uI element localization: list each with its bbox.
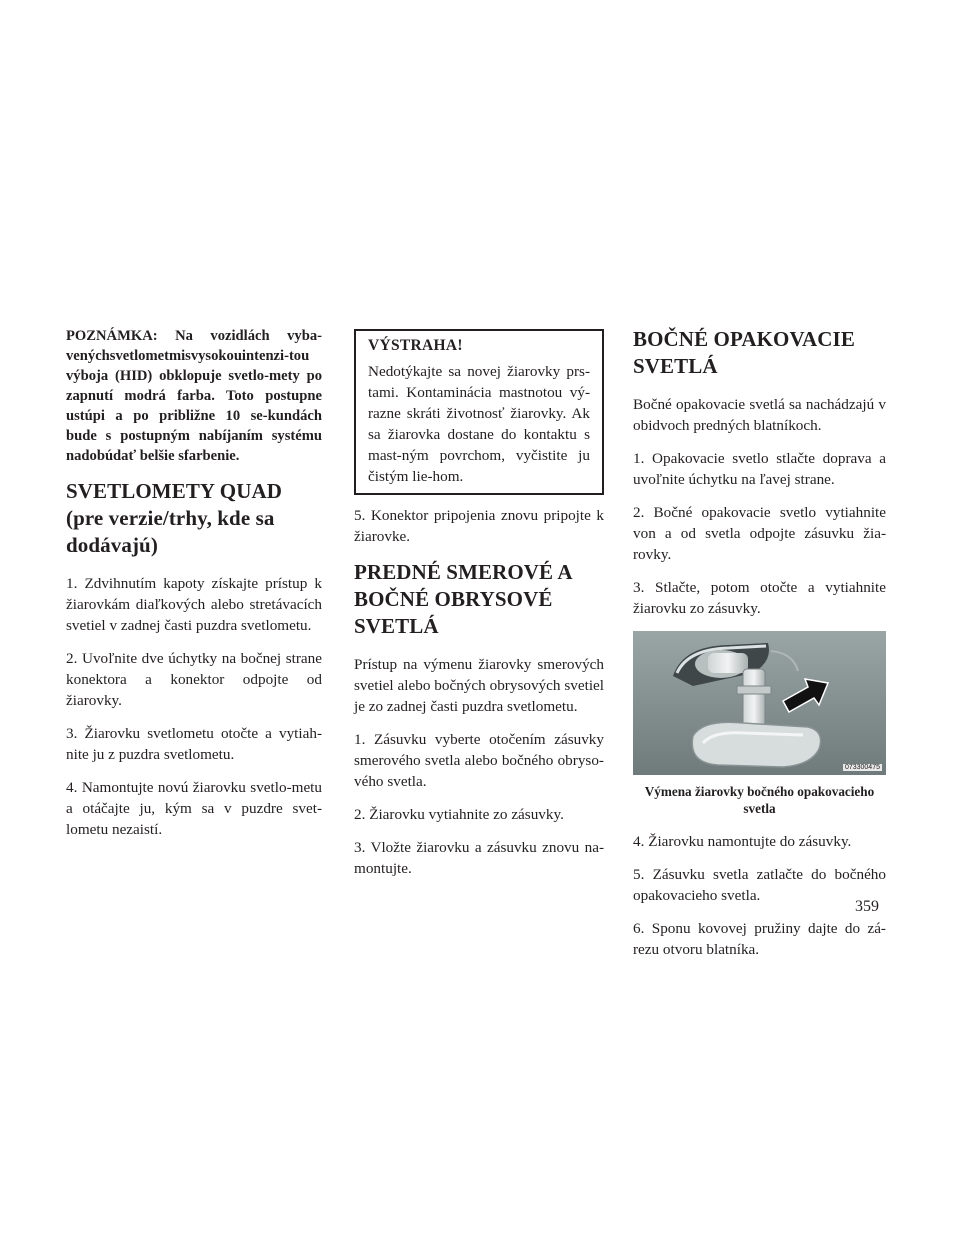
warning-box <box>354 329 604 495</box>
right-column <box>633 326 886 972</box>
repeater-step-4: 4. Žiarovku namontujte do zásuvky. <box>633 833 852 850</box>
side-repeater-heading: BOČNÉ OPAKOVACIE SVETLÁ <box>633 327 855 378</box>
repeater-step-3: 3. Stlačte, potom otočte a vytiahnite žiarovku zo zásuvky. <box>633 579 886 617</box>
page-number: 359 <box>855 898 879 915</box>
quad-step-2: 2. Uvoľnite dve úchytky na bočnej strane konektora a konektor odpojte od žiarovky. <box>66 650 322 709</box>
left-column <box>66 326 322 852</box>
side-repeater-intro: Bočné opakovacie svetlá sa nachádzajú v obidvoch predných blatníkoch. <box>633 396 886 434</box>
warning-text: Nedotýkajte sa novej žiarovky prs-tami. Kontaminácia mastnotou vý-razne skráti životnosť žiarovky. Ak sa žiarovka dostane do kontaktu s mast-ným povrchom, vyčistite ju čistým lie-hom. <box>368 363 590 485</box>
turn-signal-step-3: 3. Vložte žiarovku a zásuvku znovu na-montujte. <box>354 839 604 877</box>
bulb-replacement-figure <box>633 631 886 775</box>
turn-signal-intro: Prístup na výmenu žiarovky smerových svetiel alebo bočných obrysových svetiel je zo zadnej časti puzdra svetlometu. <box>354 656 604 715</box>
repeater-step-5: 5. Zásuvku svetla zatlačte do bočného opakovacieho svetla. <box>633 866 886 904</box>
quad-step-3: 3. Žiarovku svetlometu otočte a vytiah-nite ju z puzdra svetlometu. <box>66 725 322 763</box>
quad-step-4: 4. Namontujte novú žiarovku svetlo-metu a otáčajte ju, kým sa v puzdre svet-lometu nezaistí. <box>66 779 322 838</box>
repeater-step-2: 2. Bočné opakovacie svetlo vytiahnite von a od svetla odpojte zásuvku žia-rovky. <box>633 504 886 563</box>
figure-code: 073300475 <box>844 764 880 771</box>
hid-note: POZNÁMKA: Na vozidlách vyba-venýchsvetlometmisvysokouintenzi-tou výboja (HID) obklopuje svetlo-mety po zapnutí modrá farba. Toto postupne ustúpi a po približne 10 se-kundách bude s postupným nabíjaním systému nadobúdať belšie sfarbenie. <box>66 328 322 464</box>
repeater-bulb-illustration <box>633 631 886 775</box>
middle-column <box>354 326 604 891</box>
repeater-step-1: 1. Opakovacie svetlo stlačte doprava a uvoľnite úchytku na ľavej strane. <box>633 450 886 488</box>
figure-caption: Výmena žiarovky bočného opakovacieho svetla <box>644 784 875 816</box>
turn-signal-step-2: 2. Žiarovku vytiahnite zo zásuvky. <box>354 806 564 823</box>
repeater-step-6: 6. Sponu kovovej pružiny dajte do zá-rezu otvoru blatníka. <box>633 920 886 958</box>
warning-title: VÝSTRAHA! <box>368 337 463 354</box>
turn-signal-step-1: 1. Zásuvku vyberte otočením zásuvky smerového svetla alebo bočného obryso-vého svetla. <box>354 731 604 790</box>
quad-step-5: 5. Konektor pripojenia znovu pripojte k žiarovke. <box>354 507 604 545</box>
quad-step-1: 1. Zdvihnutím kapoty získajte prístup k žiarovkám diaľkových alebo stretávacích svetiel v zadnej časti puzdra svetlometu. <box>66 575 322 634</box>
quad-headlamps-heading: SVETLOMETY QUAD (pre verzie/trhy, kde sa dodávajú) <box>66 479 283 557</box>
turn-signal-heading: PREDNÉ SMEROVÉ A BOČNÉ OBRYSOVÉ SVETLÁ <box>354 560 572 638</box>
